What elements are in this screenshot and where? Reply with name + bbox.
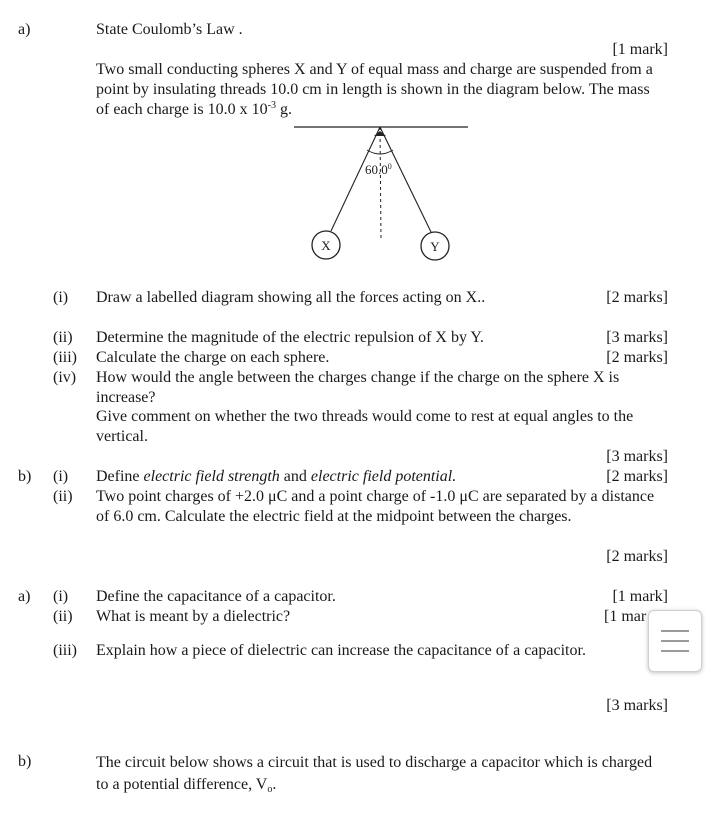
sphere-x-label: X — [321, 238, 331, 253]
q1-part-b-label: b) — [18, 468, 32, 485]
q1-bii-number: (ii) — [53, 488, 73, 505]
q1-ii-marks: [3 marks] — [606, 329, 668, 346]
q1-a-question: State Coulomb’s Law . — [96, 21, 243, 38]
q2-i-number: (i) — [53, 588, 69, 605]
hamburger-menu-icon-line-3 — [661, 650, 689, 652]
q1-iii-question: Calculate the charge on each sphere. — [96, 349, 330, 366]
q2-b-text: The circuit below shows a circuit that is used to discharge a capacitor which is charged to a potential difference, $V_o$. — [96, 754, 653, 795]
q1-iv-comment: Give comment on whether the two threads would come to rest at equal angles to the vertical. — [96, 408, 634, 445]
angle-arrow-tip — [374, 131, 386, 136]
q1-i-marks: [2 marks] — [606, 289, 668, 306]
q2-iii-question: Explain how a piece of dielectric can increase the capacitance of a capacitor. — [96, 642, 586, 659]
q1-bi-question: Define electric field strength and electric field potential. — [96, 468, 457, 485]
thread-x — [331, 127, 380, 231]
q2-i-marks: [1 mark] — [612, 588, 668, 605]
q1-iii-marks: [2 marks] — [606, 349, 668, 366]
q1-bii-marks: [2 marks] — [606, 548, 668, 565]
floating-menu-button[interactable] — [648, 610, 702, 672]
q1-bi-number: (i) — [53, 468, 69, 485]
q2-i-question: Define the capacitance of a capacitor. — [96, 588, 336, 605]
q1-ii-number: (ii) — [53, 329, 73, 346]
q2-part-a-label: a) — [18, 588, 31, 605]
q1-iv-number: (iv) — [53, 369, 77, 386]
hamburger-menu-icon-line-2 — [661, 640, 689, 642]
q1-intro-text: Two small conducting spheres X and Y of equal mass and charge are suspended from a point by insulating threads 10.0 cm in length is shown in the diagram below. The mass of each charge is 10.0 x $10^{-3}$ g. — [96, 61, 653, 118]
q1-bi-marks: [2 marks] — [606, 468, 668, 485]
sphere-y-label: Y — [430, 239, 440, 254]
q1-i-question: Draw a labelled diagram showing all the forces acting on X.. — [96, 289, 486, 306]
q1-bii-question: Two point charges of +2.0 μC and a point charge of -1.0 μC are separated by a distance of 6.0 cm. Calculate the electric field at the midpoint between the charges. — [96, 488, 655, 525]
q1-iii-number: (iii) — [53, 349, 77, 366]
q1-part-a-label: a) — [18, 21, 31, 38]
q2-ii-marks: [1 mar — [604, 608, 647, 625]
q2-ii-number: (ii) — [53, 608, 73, 625]
q1-iv-marks: [3 marks] — [606, 448, 668, 465]
q1-ii-question: Determine the magnitude of the electric repulsion of X by Y. — [96, 329, 484, 346]
vertical-dashed-line — [380, 127, 381, 240]
q1-a-marks: [1 mark] — [612, 41, 668, 58]
angle-label: 60.0$^0$ — [365, 162, 392, 177]
q2-part-b-label: b) — [18, 753, 32, 770]
thread-y — [380, 127, 431, 232]
q1-i-number: (i) — [53, 289, 69, 306]
q1-iv-question: How would the angle between the charges change if the charge on the sphere X is increase? — [96, 369, 620, 406]
hamburger-menu-icon — [661, 630, 689, 632]
q2-ii-question: What is meant by a dielectric? — [96, 608, 291, 625]
q2-iii-number: (iii) — [53, 642, 77, 659]
q2-iii-marks: [3 marks] — [606, 697, 668, 714]
